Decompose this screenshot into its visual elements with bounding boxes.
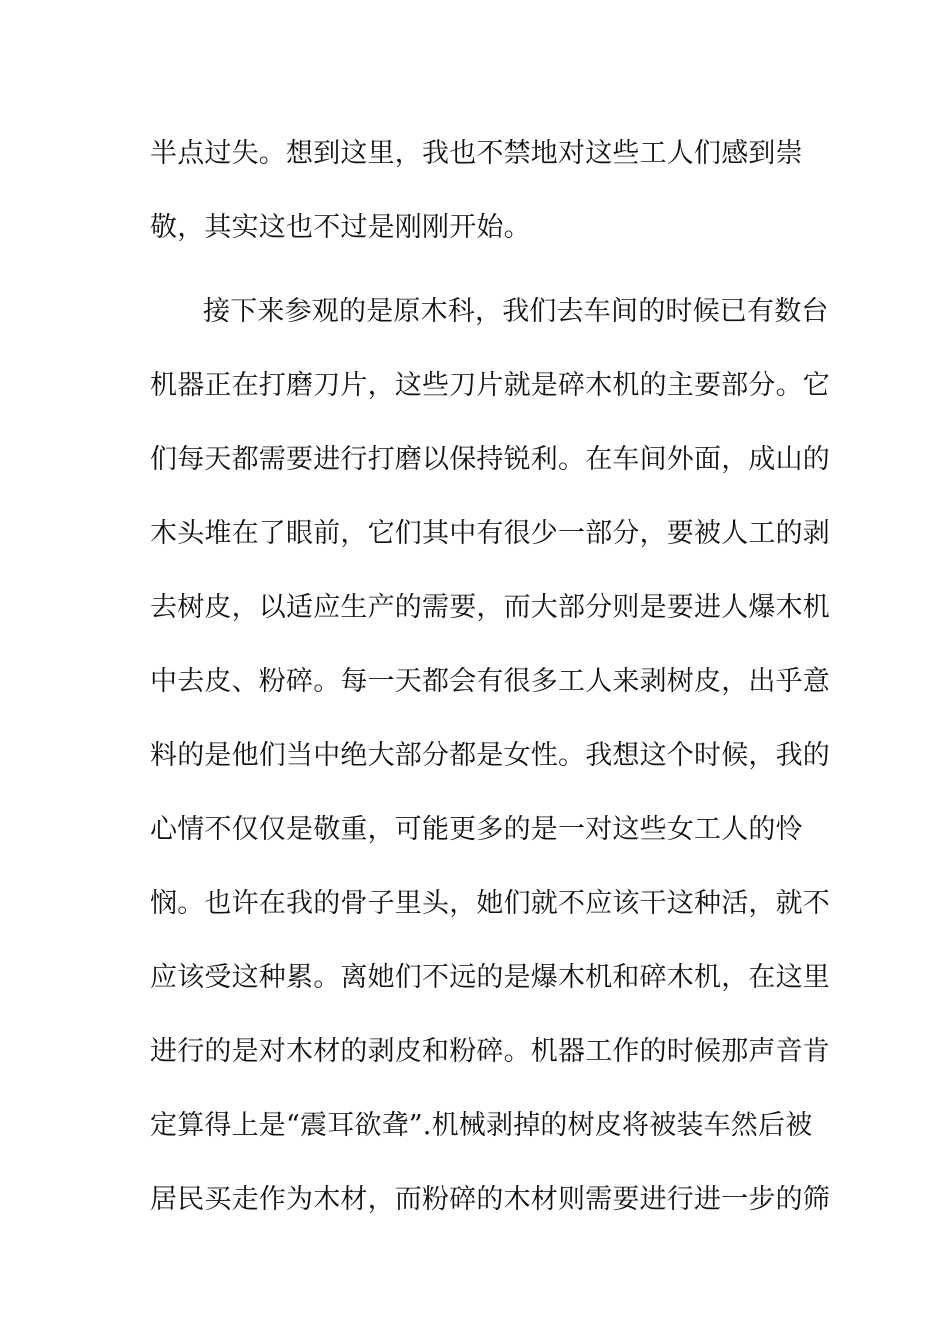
text-line: 木头堆在了眼前，它们其中有很少一部分，要被人工的剥 [150, 518, 830, 549]
paragraph-2 [150, 275, 830, 1237]
paragraph-gap [150, 265, 810, 275]
text-line: 半点过失。想到这里，我也不禁地对这些工人们感到崇 [150, 138, 803, 169]
text-line: 定算得上是“震耳欲聋”.机械剥掉的树皮将被装车然后被 [150, 1110, 813, 1141]
text-line: 进行的是对木材的剥皮和粉碎。机器工作的时候那声音肯 [150, 1036, 830, 1067]
text-line: 机器正在打磨刀片，这些刀片就是碎木机的主要部分。它 [150, 370, 830, 401]
text-line: 去树皮，以适应生产的需要，而大部分则是要进人爆木机 [150, 592, 830, 623]
text-line: 们每天都需要进行打磨以保持锐利。在车间外面，成山的 [150, 444, 830, 475]
text-line: 悯。也许在我的骨子里头，她们就不应该干这种活，就不 [150, 888, 830, 919]
text-line: 料的是他们当中绝大部分都是女性。我想这个时候，我的 [150, 740, 830, 771]
text-line: 接下来参观的是原木科，我们去车间的时候已有数台 [203, 296, 829, 327]
text-line: 敬，其实这也不过是刚刚开始。 [150, 212, 531, 243]
text-line: 中去皮、粉碎。每一天都会有很多工人来剥树皮，出乎意 [150, 666, 830, 697]
document-body [150, 117, 830, 1237]
paragraph-1 [150, 117, 810, 265]
text-line: 居民买走作为木材，而粉碎的木材则需要进行进一步的筛 [150, 1184, 830, 1215]
text-line: 心情不仅仅是敬重，可能更多的是一对这些女工人的怜 [150, 814, 803, 845]
text-line: 应该受这种累。离她们不远的是爆木机和碎木机，在这里 [150, 962, 830, 993]
